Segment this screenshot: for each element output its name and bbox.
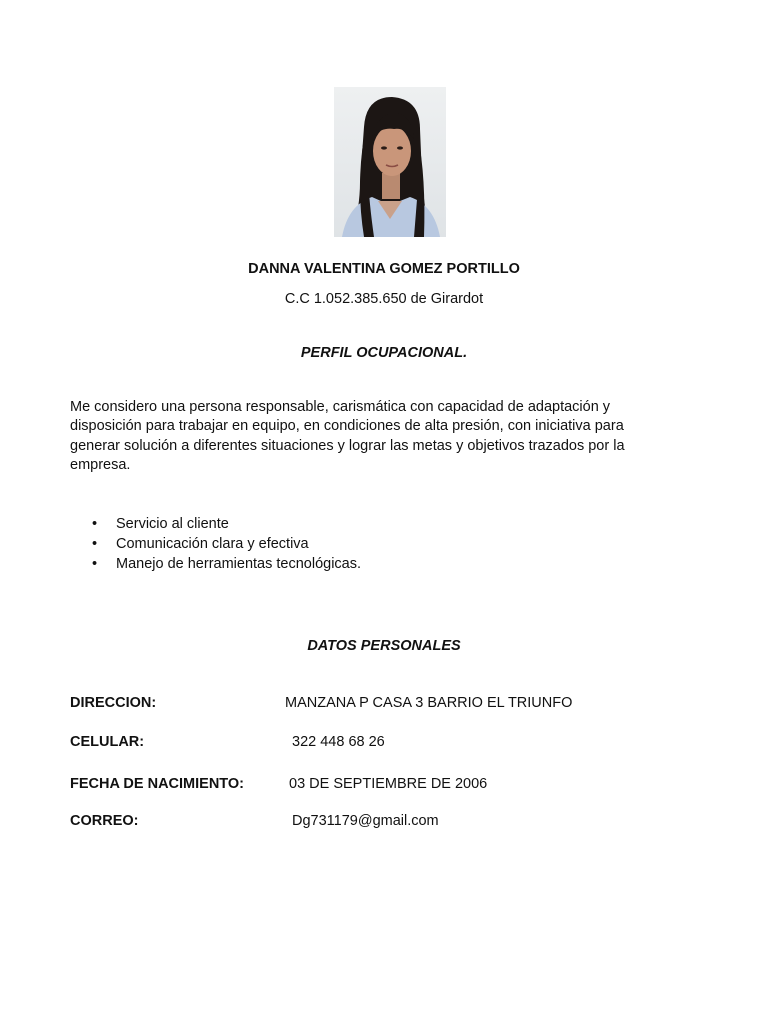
phone-label: CELULAR: (70, 734, 145, 750)
list-item (70, 534, 361, 554)
full-name: DANNA VALENTINA GOMEZ PORTILLO (248, 261, 520, 277)
profile-text: Me considero una persona responsable, carismática con capacidad de adaptación y disposición para trabajar en equipo, en condiciones de alta presión, con iniciativa para generar solución a diferentes situaciones y lograr las metas y objetivos trazados por la empresa. (70, 399, 625, 474)
address-label: DIRECCION: (70, 695, 157, 711)
skill-label: Manejo de herramientas tecnológicas. (116, 556, 362, 573)
id-line: C.C 1.052.385.650 de Girardot (284, 291, 484, 307)
bullet-icon: • (92, 516, 98, 532)
bullet-icon: • (92, 556, 98, 573)
phone-value: 322 448 68 26 (292, 734, 385, 750)
skill-label: Comunicación clara y efectiva (116, 536, 309, 553)
email-label: CORREO: (70, 813, 139, 829)
list-item (70, 514, 361, 534)
skills-list (70, 514, 361, 575)
bullet-icon: • (92, 536, 98, 553)
profile-photo (334, 87, 446, 237)
skill-label: Servicio al cliente (116, 516, 229, 532)
profile-section-title: PERFIL OCUPACIONAL. (300, 345, 468, 361)
portrait-image (334, 87, 446, 237)
address-value: MANZANA P CASA 3 BARRIO EL TRIUNFO (285, 695, 573, 711)
personal-section-title: DATOS PERSONALES (307, 638, 461, 654)
birthdate-label: FECHA DE NACIMIENTO: (70, 776, 244, 792)
list-item (70, 554, 361, 574)
birthdate-value: 03 DE SEPTIEMBRE DE 2006 (289, 776, 488, 792)
email-value: Dg731179@gmail.com (292, 813, 439, 829)
